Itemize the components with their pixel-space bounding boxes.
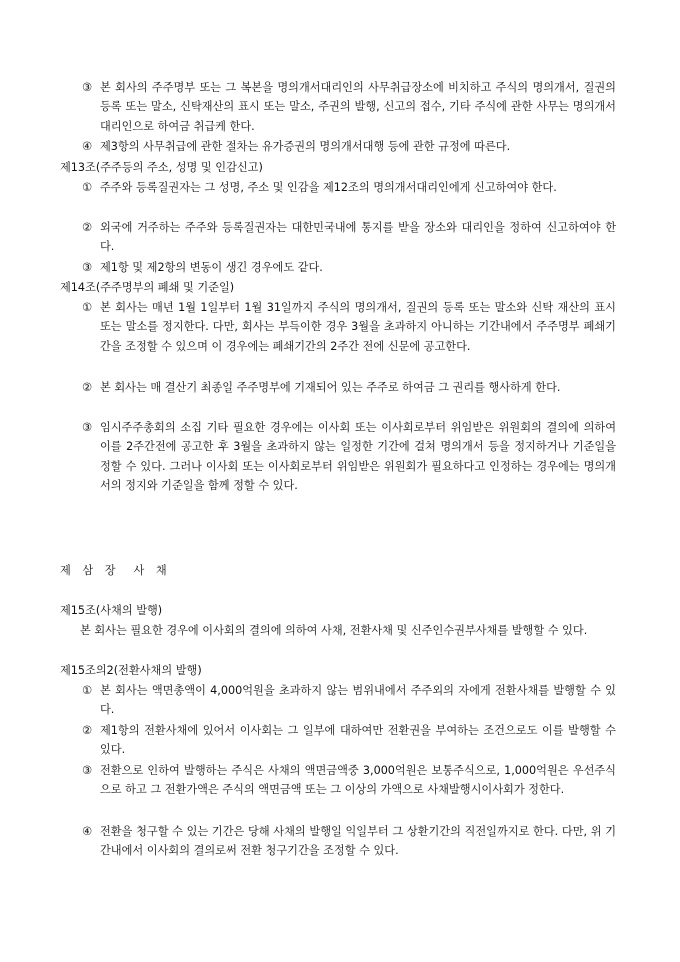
item-number: ③ bbox=[82, 81, 93, 94]
article-heading: 제15조(사채의 발행) bbox=[60, 604, 163, 617]
article-heading: 제14조(주주명부의 폐쇄 및 기준일) bbox=[60, 281, 235, 294]
item-text: 제1항의 전환사채에 있어서 이사회는 그 일부에 대하여만 전환권을 부여하는 조건으로도 이를 발행할 수 있다. bbox=[100, 724, 616, 757]
item-15-2-3 bbox=[0, 761, 680, 800]
item-number: ① bbox=[82, 684, 93, 697]
article-13-heading bbox=[0, 158, 680, 177]
article-15-body bbox=[0, 621, 680, 640]
item-text: 제1항 및 제2항의 변동이 생긴 경우에도 같다. bbox=[100, 261, 323, 274]
item-14-1 bbox=[0, 298, 680, 356]
item-text: 외국에 거주하는 주주와 등록질권자는 대한민국내에 통지를 받을 장소와 대리인을 정하여 신고하여야 한다. bbox=[100, 221, 616, 254]
item-text: 제3항의 사무취급에 관한 절차는 유가증권의 명의개서대행 등에 관한 규정에 따른다. bbox=[100, 140, 511, 153]
item-number: ② bbox=[82, 381, 93, 394]
item-14-2 bbox=[0, 378, 680, 397]
item-13-2 bbox=[0, 218, 680, 257]
item-number: ① bbox=[82, 181, 93, 194]
article-15-2-heading bbox=[0, 661, 680, 680]
item-number: ① bbox=[82, 301, 93, 314]
item-text: 본 회사는 매 결산기 최종일 주주명부에 기재되어 있는 주주로 하여금 그 권리를 행사하게 한다. bbox=[100, 381, 561, 394]
item-number: ④ bbox=[82, 825, 93, 838]
item-number: ③ bbox=[82, 261, 93, 274]
item-number: ③ bbox=[82, 421, 93, 434]
item-number: ④ bbox=[82, 140, 93, 153]
item-number: ③ bbox=[82, 764, 93, 777]
article-body-text: 본 회사는 필요한 경우에 이사회의 결의에 의하여 사채, 전환사채 및 신주인수권부사채를 발행할 수 있다. bbox=[80, 624, 588, 637]
item-text: 본 회사는 액면총액이 4,000억원을 초과하지 않는 범위내에서 주주외의 자에게 전환사채를 발행할 수 있다. bbox=[100, 684, 616, 717]
article-14-heading bbox=[0, 278, 680, 297]
item-text: 임시주주총회의 소집 기타 필요한 경우에는 이사회 또는 이사회로부터 위임받은 위원회의 결의에 의하여 이를 2주간전에 공고한 후 3월을 초과하지 않는 일정한 기간에 걸쳐 명의개서 등을 정지하거나 기준일을 정할 수 있다. 그러나 이사회 또는 이사회로부터 위임받은 위원회가 필요하다고 인정하는 경우에는 명의개서의 정지와 기준일을 함께 정할 수 있다. bbox=[100, 421, 616, 493]
chapter-label: 제 삼 장 bbox=[60, 564, 120, 577]
item-14-3 bbox=[0, 418, 680, 496]
item-text: 본 회사의 주주명부 또는 그 복본을 명의개서대리인의 사무취급장소에 비치하고 주식의 명의개서, 질권의 등록 또는 말소, 신탁재산의 표시 또는 말소, 주권의 발행, 신고의 접수, 기타 주식에 관한 사무는 명의개서대리인으로 하여금 취급케 한다. bbox=[100, 81, 616, 133]
item-12-3 bbox=[0, 78, 680, 136]
item-15-2-1 bbox=[0, 681, 680, 720]
item-number: ② bbox=[82, 221, 93, 234]
item-13-1 bbox=[0, 178, 680, 197]
item-12-4 bbox=[0, 137, 680, 156]
item-text: 전환으로 인하여 발행하는 주식은 사채의 액면금액중 3,000억원은 보통주식으로, 1,000억원은 우선주식으로 하고 그 전환가액은 주식의 액면금액 또는 그 이상의 가액으로 사채발행시이사회가 정한다. bbox=[100, 764, 616, 797]
chapter-title: 사 채 bbox=[133, 564, 171, 577]
item-15-2-2 bbox=[0, 721, 680, 760]
article-heading: 제13조(주주등의 주소, 성명 및 인감신고) bbox=[60, 161, 263, 174]
item-13-3 bbox=[0, 258, 680, 277]
item-15-2-4 bbox=[0, 822, 680, 861]
item-text: 주주와 등록질권자는 그 성명, 주소 및 인감을 제12조의 명의개서대리인에게 신고하여야 한다. bbox=[100, 181, 557, 194]
item-text: 전환을 청구할 수 있는 기간은 당해 사채의 발행일 익일부터 그 상환기간의 직전일까지로 한다. 다만, 위 기간내에서 이사회의 결의로써 전환 청구기간을 조정할 수 있다. bbox=[100, 825, 616, 858]
item-text: 본 회사는 매년 1월 1일부터 1월 31일까지 주식의 명의개서, 질권의 등록 또는 말소와 신탁 재산의 표시 또는 말소를 정지한다. 다만, 회사는 부득이한 경우 3월을 초과하지 아니하는 기간내에서 주주명부 폐쇄기간을 조정할 수 있으며 이 경우에는 폐쇄기간의 2주간 전에 신문에 공고한다. bbox=[100, 301, 616, 353]
article-heading: 제15조의2(전환사채의 발행) bbox=[60, 664, 202, 677]
article-15-heading bbox=[0, 601, 680, 620]
chapter-3-heading bbox=[0, 561, 680, 580]
item-number: ② bbox=[82, 724, 93, 737]
